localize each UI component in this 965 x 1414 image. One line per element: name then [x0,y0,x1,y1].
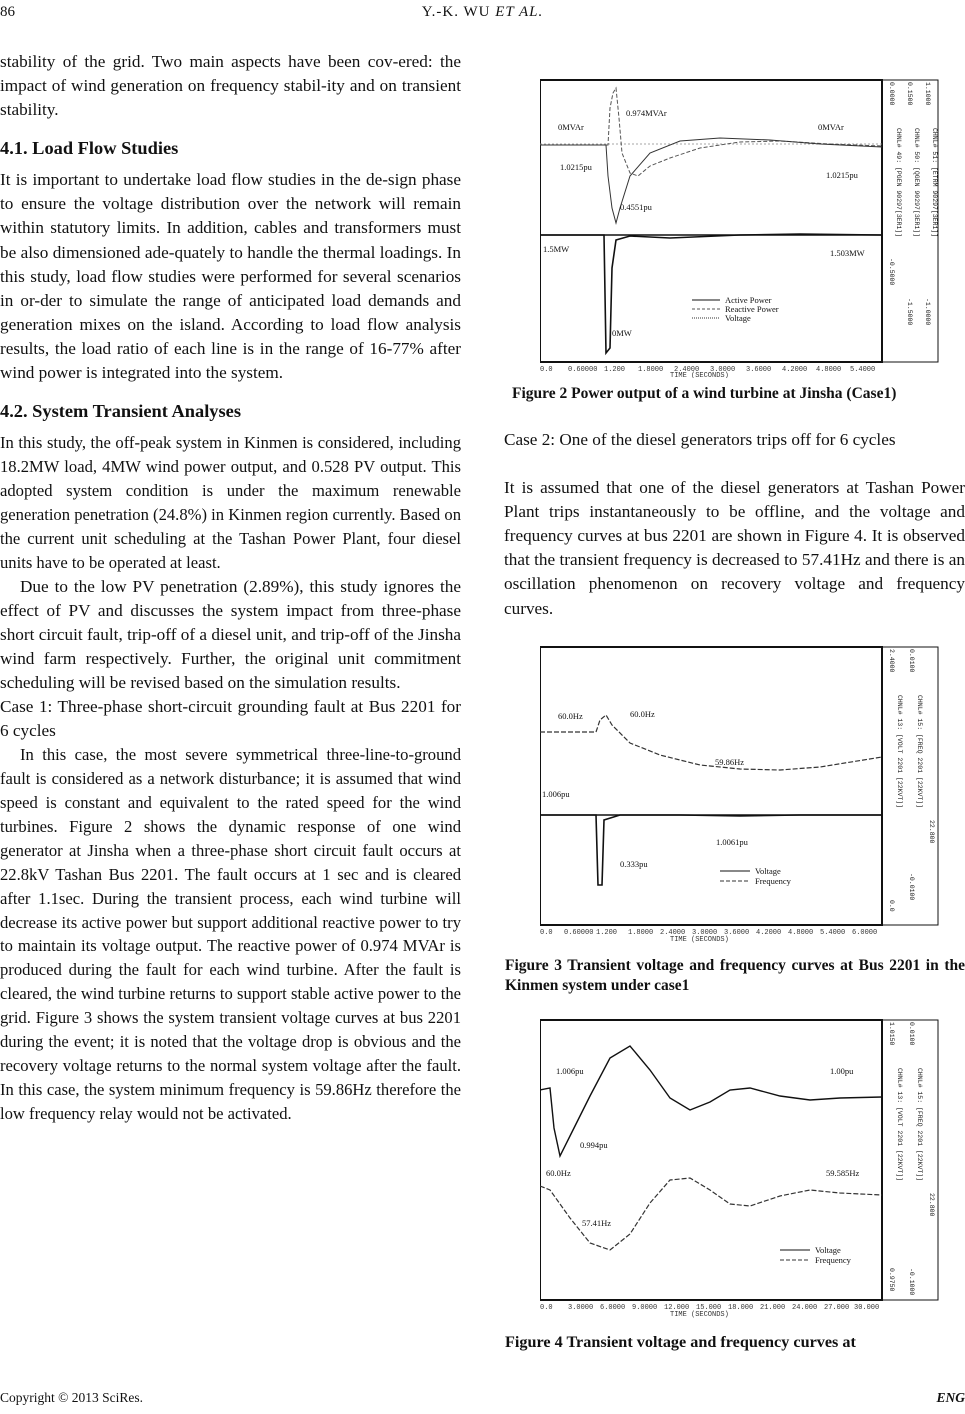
figure-4-caption: Figure 4 Transient voltage and frequency curves at [505,1333,856,1351]
fig2-xtick: 2.4000 [674,366,700,374]
transient-paragraph-2: Due to the low PV penetration (2.89%), this study ignores the effect of PV and discusses the system impact from three-phase short circuit fault, trip-off of a diesel unit, and trip-off of the Jinsha wind farm respectively. Further, the original unit commitment scheduling will be revised based on the simulation results. [0,576,461,692]
case2-paragraph: It is assumed that one of the diesel generators at Tashan Power Plant trips instantaneously to be offline, and the voltage and frequency curves at bus 2201 are shown in Figure 4. It is observed that the transient frequency is decreased to 57.41Hz and there is an oscillation phenomenon on recovery voltage and frequency curves. [504,478,965,618]
fig2-label-e: 1.0215pu [826,170,858,180]
figure-3 [540,645,940,943]
fig4-xtick: 27.000 [824,1304,850,1312]
fig4-side-3: -0.1000 [908,1268,915,1296]
fig2-side-1: 0.1500 [906,82,913,106]
case1-title: Case 1: Three-phase short-circuit grounding fault at Bus 2201 for 6 cycles [0,697,461,741]
fig3-legend-1: Frequency [755,876,791,886]
right-column-text [504,428,965,621]
case2-title: Case 2: One of the diesel generators trips off for 6 cycles [504,430,896,449]
fig4-legend-1: Frequency [815,1255,851,1265]
running-head [0,4,965,21]
fig2-xtick: 1.200 [604,366,626,374]
fig3-side-2: -0.0100 [908,873,915,901]
page-footer [0,1390,965,1406]
fig2-xtick: 4.8000 [816,366,842,374]
fig3-xtick: 3.6000 [724,929,750,937]
fig2-side-7: CHNL# 50: [QGEN 90297[3ER1]] [913,128,920,238]
left-column [0,50,461,1126]
fig4-label-b: 1.00pu [830,1066,854,1076]
fig2-label-f: 0.4551pu [620,202,652,212]
fig3-xtick: 1.200 [596,929,618,937]
fig2-legend [692,295,779,323]
fig3-xtick: 0.60000 [564,929,594,937]
fig3-xtick: 4.2000 [756,929,782,937]
fig3-label-e: 1.0061pu [716,837,748,847]
footer-journal: ENG [936,1390,965,1405]
fig3-label-a: 60.0Hz [558,711,583,721]
fig2-label-c: 0MVAr [818,122,844,132]
fig2-side-2: 1.1000 [924,82,931,106]
fig2-legend-2: Voltage [725,313,751,323]
footer-copyright: Copyright © 2013 SciRes. [0,1390,144,1405]
fig2-label-a: 0MVAr [558,122,584,132]
transient-paragraph-1: In this study, the off-peak system in Kinmen is considered, including 18.2MW load, 4MW wind power output, and 0.528 PV output. This adopted system condition is under the maximum renewable generation penetration (24.8%) in Kinmen region currently. Based on the current unit scheduling at the Tashan Power Plant, four diesel units have to be operated at least. [0,433,461,572]
running-header [0,4,965,26]
fig2-xlabel: TIME (SECONDS) [670,372,729,378]
fig3-xtick: 2.4000 [660,929,686,937]
fig4-label-e: 59.585Hz [826,1168,860,1178]
fig4-legend-0: Voltage [815,1245,841,1255]
fig3-side-5: CHNL# 15: [FREQ 2201 [22KVT]] [916,695,923,809]
fig3-xlabel: TIME (SECONDS) [670,936,729,943]
figure-2 [540,78,940,378]
figure-4 [540,1018,940,1318]
fig4-label-d: 60.0Hz [546,1168,571,1178]
section-heading-load-flow: 4.1. Load Flow Studies [0,138,179,159]
fig2-label-b: 0.974MVAr [626,108,667,118]
fig4-xtick: 15.000 [696,1304,722,1312]
fig2-legend-1: Reactive Power [725,304,779,314]
fig2-side-8: CHNL# 51: [ETRM 90297[3ER1]] [931,128,938,238]
fig3-side-1: 0.0100 [908,649,915,673]
fig3-xtick: 4.8000 [788,929,814,937]
fig2-side-6: CHNL# 49: [PGEN 90297[3ER1]] [895,128,902,238]
fig4-side-4: CHNL# 13: [VOLT 2201 [22KVT]] [896,1068,903,1182]
fig3-legend-0: Voltage [755,866,781,876]
fig3-legend [720,866,792,886]
intro-paragraph: stability of the grid. Two main aspects have been cov-ered: the impact of wind generation on frequency stabil-ity and on transient stability. [0,52,461,120]
fig2-side-panel [888,82,938,325]
fig3-side-4: CHNL# 13: [VOLT 2201 [22KVT]] [896,695,903,809]
fig2-label-h: 1.503MW [830,248,865,258]
fig4-side-0: 1.0150 [888,1022,895,1046]
fig3-label-c: 59.86Hz [715,757,745,767]
case1-paragraph: In this case, the most severe symmetrical three-line-to-ground fault is considered as a network disturbance; it is assumed that wind speed is constant and equivalent to the rated speed for the wind turbines. Figure 2 shows the dynamic response of one wind generator at Jinsha when a three-phase short circuit fault occurs at 22.8kV Tashan Bus 2201. The fault occurs at 1 sec and is cleared after 1.1sec. During the transient process, each wind turbine will decrease its active power but support additional reactive power to try to maintain its voltage output. The reactive power of 0.974 MVAr is produced during the fault for each wind turbine. After the fault is cleared, the wind turbine returns to support stable active power to the grid. Figure 3 shows the system transient voltage curves at bus 2201 during the event; it is noted that the voltage drop is obvious and the recovery voltage returns to the normal system voltage after the fault. In this case, the system minimum frequency is 59.86Hz therefore the low frequency relay would not be activated. [0,745,461,1123]
fig2-side-4: -1.5000 [906,298,913,326]
section-heading-transient: 4.2. System Transient Analyses [0,401,241,422]
figure-3-caption: Figure 3 Transient voltage and frequency curves at Bus 2201 in the Kinmen system under case1 [505,957,965,994]
fig2-side-3: -0.5000 [888,258,895,286]
fig2-legend-0: Active Power [725,295,772,305]
fig4-xtick: 3.0000 [568,1304,594,1312]
fig4-side-2: 0.9750 [888,1268,895,1292]
fig2-xtick: 3.0000 [710,366,736,374]
fig2-label-g: 1.5MW [543,244,570,254]
fig2-xtick: 4.2000 [782,366,808,374]
fig4-xtick: 0.0 [540,1304,553,1312]
fig2-side-0: 0.0000 [888,82,895,106]
fig2-label-d: 1.0215pu [560,162,592,172]
running-head-etal: ET AL. [495,4,544,20]
fig4-xtick: 21.000 [760,1304,786,1312]
fig4-xtick: 30.000 [854,1304,880,1312]
fig4-side-1: 0.0100 [908,1022,915,1046]
fig3-xtick: 5.4000 [820,929,846,937]
figure-2-plot [540,78,940,378]
fig2-xtick: 0.60000 [568,366,598,374]
fig4-xtick: 9.0000 [632,1304,658,1312]
fig3-side-6: 22.800 [928,820,935,844]
fig2-xtick: 5.4000 [850,366,876,374]
figure-3-plot [540,645,940,943]
fig4-label-c: 0.994pu [580,1140,608,1150]
fig2-xtick: 0.0 [540,366,553,374]
fig2-side-5: -1.0000 [924,298,931,326]
fig4-side-6: 22.800 [928,1193,935,1217]
page-number: 86 [0,4,15,20]
fig3-side-0: 2.4000 [888,649,895,673]
fig4-label-f: 57.41Hz [582,1218,612,1228]
fig3-side-panel [888,649,935,912]
fig4-xtick: 12.000 [664,1304,690,1312]
fig4-side-5: CHNL# 15: [FREQ 2201 [22KVT]] [916,1068,923,1182]
fig4-side-panel [888,1022,935,1295]
fig3-xtick: 0.0 [540,929,553,937]
fig2-xtick: 1.8000 [638,366,664,374]
fig3-xtick: 6.0000 [852,929,878,937]
fig4-xlabel: TIME (SECONDS) [670,1311,729,1318]
figure-2-caption: Figure 2 Power output of a wind turbine at Jinsha (Case1) [512,385,897,402]
fig3-side-3: 0.0 [888,900,895,912]
fig2-xtick: 3.6000 [746,366,772,374]
running-head-author: Y.-K. WU [421,4,491,20]
fig4-legend [780,1245,852,1265]
fig4-xtick: 24.000 [792,1304,818,1312]
fig3-xtick: 3.0000 [692,929,718,937]
fig4-label-a: 1.006pu [556,1066,584,1076]
figure-4-plot [540,1018,940,1318]
fig3-label-b: 60.0Hz [630,709,655,719]
fig3-xtick: 1.8000 [628,929,654,937]
fig3-label-f: 0.333pu [620,859,648,869]
fig2-label-i: 0MW [612,328,632,338]
fig4-xtick: 18.000 [728,1304,754,1312]
load-flow-paragraph: It is important to undertake load flow studies in the de-sign phase to ensure the voltage distribution over the network will remain within statutory limits. In addition, cables and transformers must be also dimensioned ade-quately to handle the thermal loadings. In this study, load flow studies were performed for several scenarios in or-der to simulate the range of anticipated load demands and generation mixes on the island. According to load flow analysis results, the load ratio of each line is in the range of 16-77% after wind power is integrated into the system. [0,170,461,383]
fig3-label-d: 1.006pu [542,789,570,799]
fig4-xtick: 6.0000 [600,1304,626,1312]
